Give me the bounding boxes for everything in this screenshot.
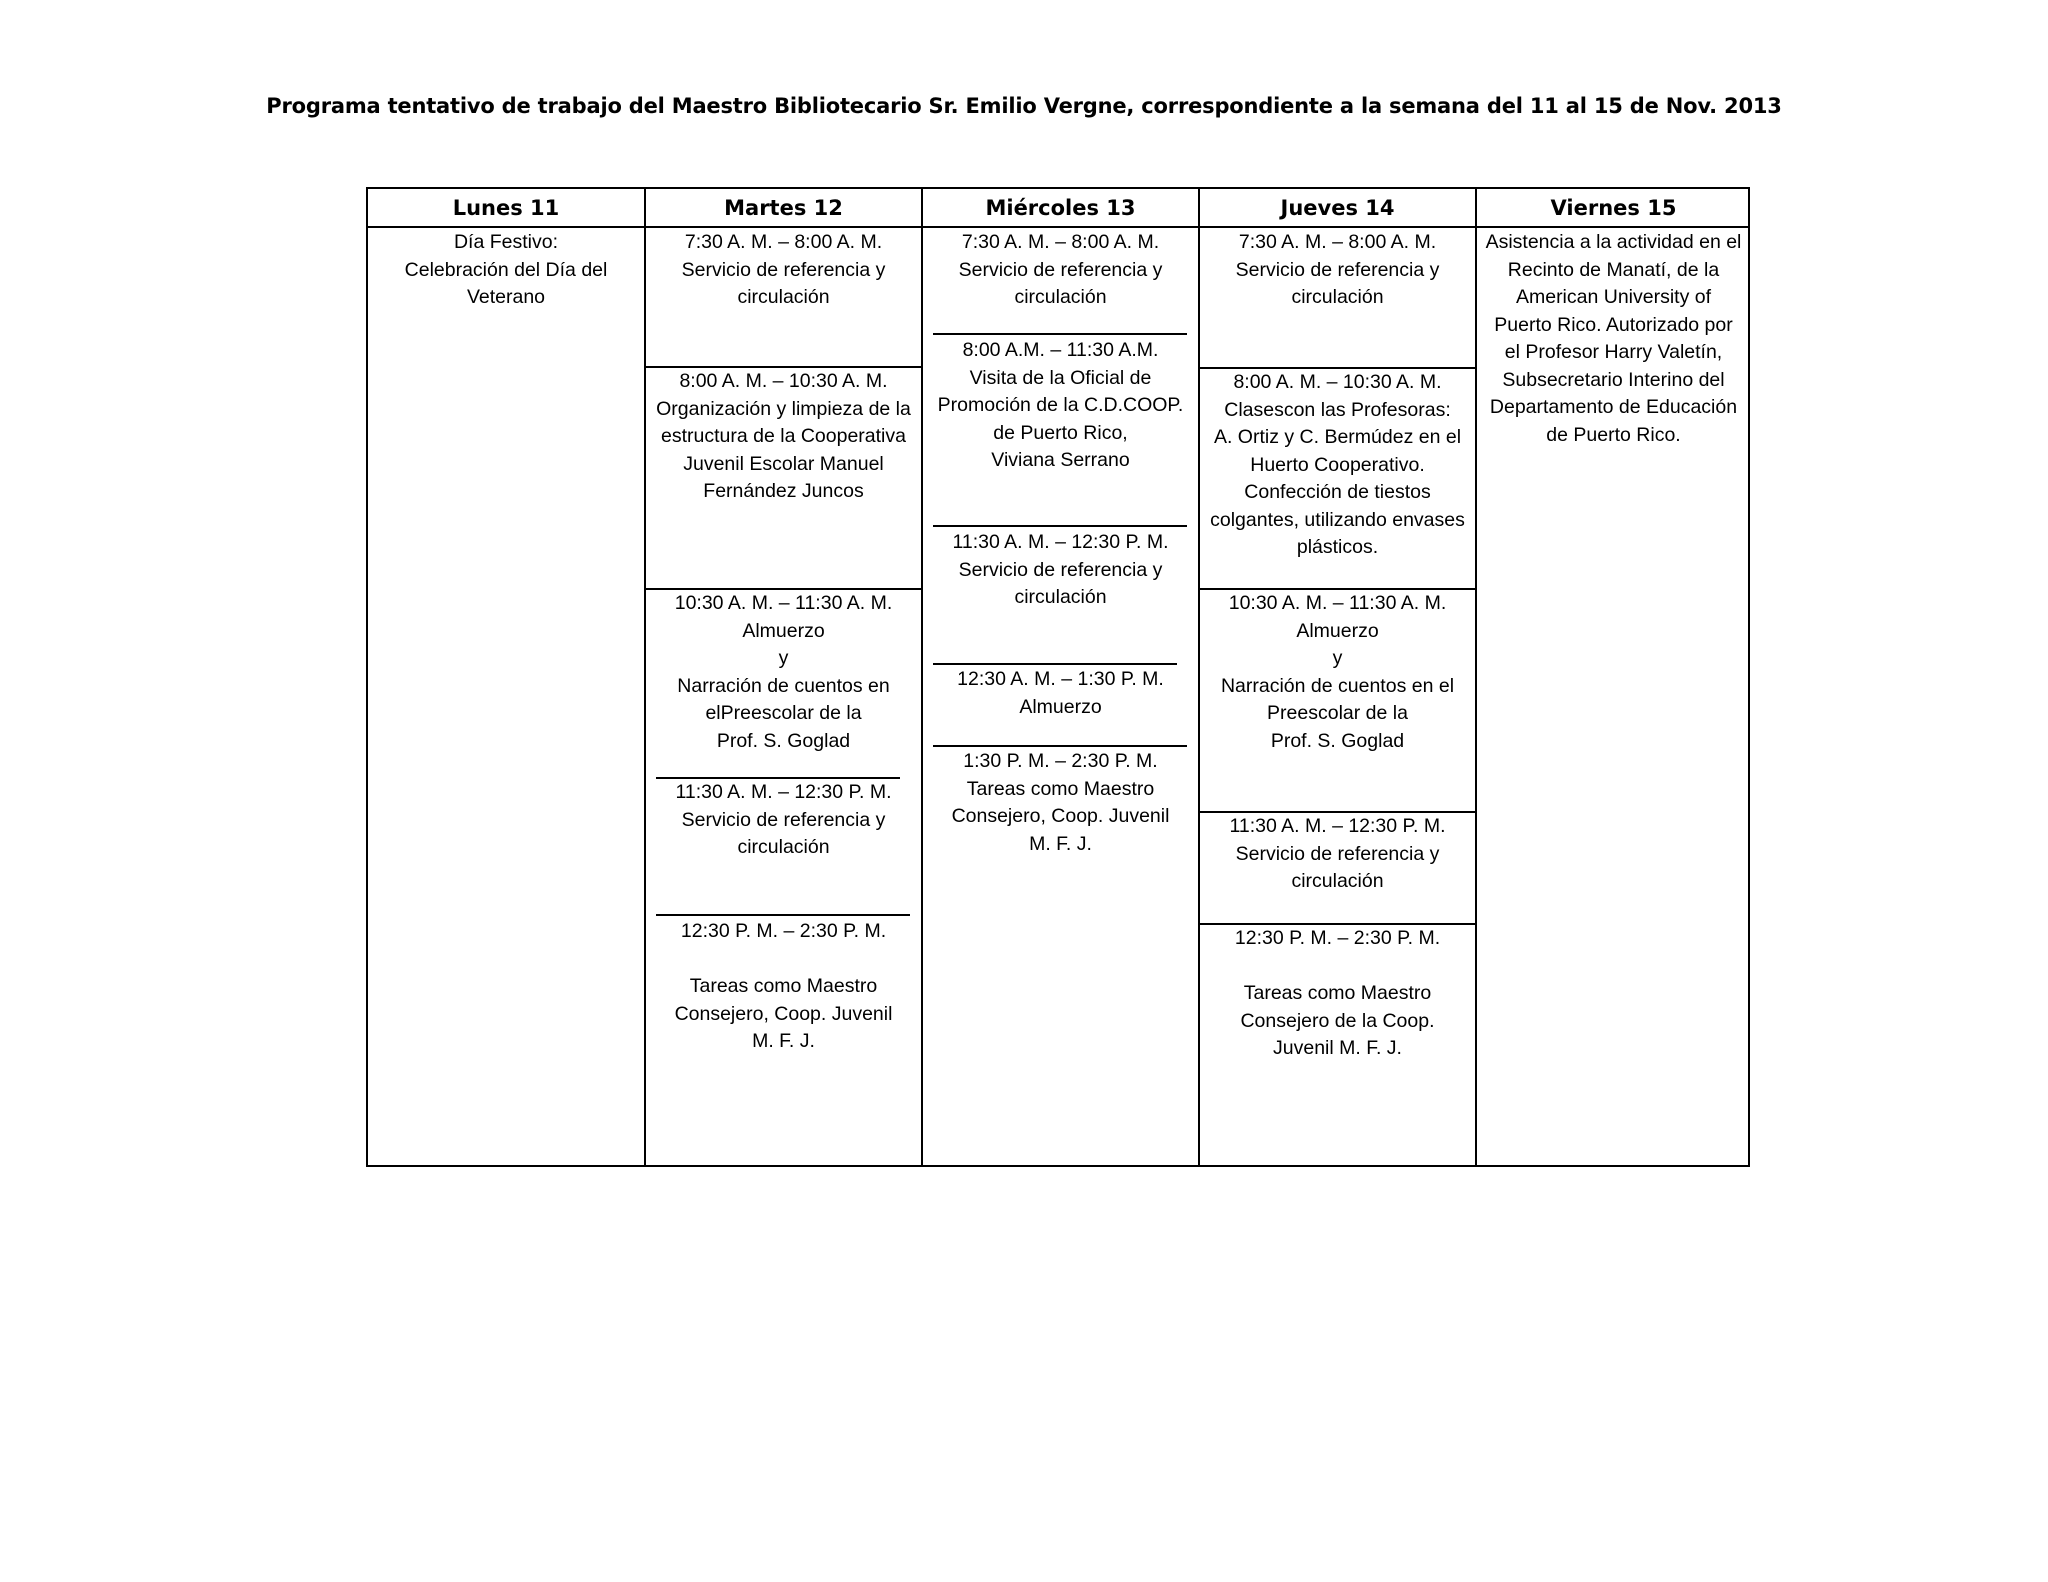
header-jueves: Jueves 14 [1280,195,1395,220]
jueves-block-3: 10:30 A. M. – 11:30 A. M. Almuerzo y Narración de cuentos en el Preescolar de la Prof. S. Goglad [1220,592,1455,752]
header-lunes: Lunes 11 [452,195,560,220]
page-title: Programa tentativo de trabajo del Maestro Bibliotecario Sr. Emilio Vergne, correspondiente a la semana del 11 al 15 de Nov. 2013 [266,94,1782,118]
miercoles-block-5: 1:30 P. M. – 2:30 P. M. Tareas como Maestro Consejero, Coop. Juvenil M. F. J. [951,750,1170,855]
martes-block-2: 8:00 A. M. – 10:30 A. M. Organización y limpieza de la estructura de la Cooperativa Juvenil Escolar Manuel Fernández Juncos [656,370,911,502]
header-row [368,189,1748,228]
miercoles-block-1: 7:30 A. M. – 8:00 A. M. Servicio de referencia y circulación [958,231,1163,308]
jueves-block-5: 12:30 P. M. – 2:30 P. M. Tareas como Maestro Consejero de la Coop. Juvenil M. F. J. [1234,927,1441,1059]
header-martes: Martes 12 [724,195,843,220]
viernes-block-activity: Asistencia a la actividad en el Recinto de Manatí, de la American University of Puerto Rico. Autorizado por el Profesor Harry Valetín, Subsecretario Interino del Departamento de Educación de Puerto Rico. [1485,231,1742,446]
martes-block-4: 11:30 A. M. – 12:30 P. M. Servicio de referencia y circulación [675,781,892,858]
miercoles-block-3: 11:30 A. M. – 12:30 P. M. Servicio de referencia y circulación [952,531,1169,608]
schedule-table [366,187,1750,1167]
martes-block-3: 10:30 A. M. – 11:30 A. M. Almuerzo y Narración de cuentos en elPreescolar de la Prof. S. Goglad [674,592,893,752]
jueves-block-1: 7:30 A. M. – 8:00 A. M. Servicio de referencia y circulación [1235,231,1440,308]
row-divider [933,663,1177,665]
header-viernes: Viernes 15 [1550,195,1677,220]
row-divider [933,525,1187,527]
row-divider [656,914,910,916]
lunes-block-holiday: Día Festivo: Celebración del Día del Veterano [404,231,608,308]
jueves-block-4: 11:30 A. M. – 12:30 P. M. Servicio de referencia y circulación [1229,815,1446,892]
header-miercoles: Miércoles 13 [985,195,1136,220]
jueves-block-2: 8:00 A. M. – 10:30 A. M. Clasescon las Profesoras: A. Ortiz y C. Bermúdez en el Huerto Cooperativo. Confección de tiestos colgantes, utilizando envases plásticos. [1210,371,1465,558]
row-divider [933,333,1187,335]
martes-block-5: 12:30 P. M. – 2:30 P. M. Tareas como Maestro Consejero, Coop. Juvenil M. F. J. [674,920,893,1052]
miercoles-block-2: 8:00 A.M. – 11:30 A.M. Visita de la Oficial de Promoción de la C.D.COOP. de Puerto Rico, Viviana Serrano [937,339,1184,471]
martes-block-1: 7:30 A. M. – 8:00 A. M. Servicio de referencia y circulación [681,231,886,308]
miercoles-block-4: 12:30 A. M. – 1:30 P. M. Almuerzo [957,668,1164,718]
row-divider [933,745,1187,747]
